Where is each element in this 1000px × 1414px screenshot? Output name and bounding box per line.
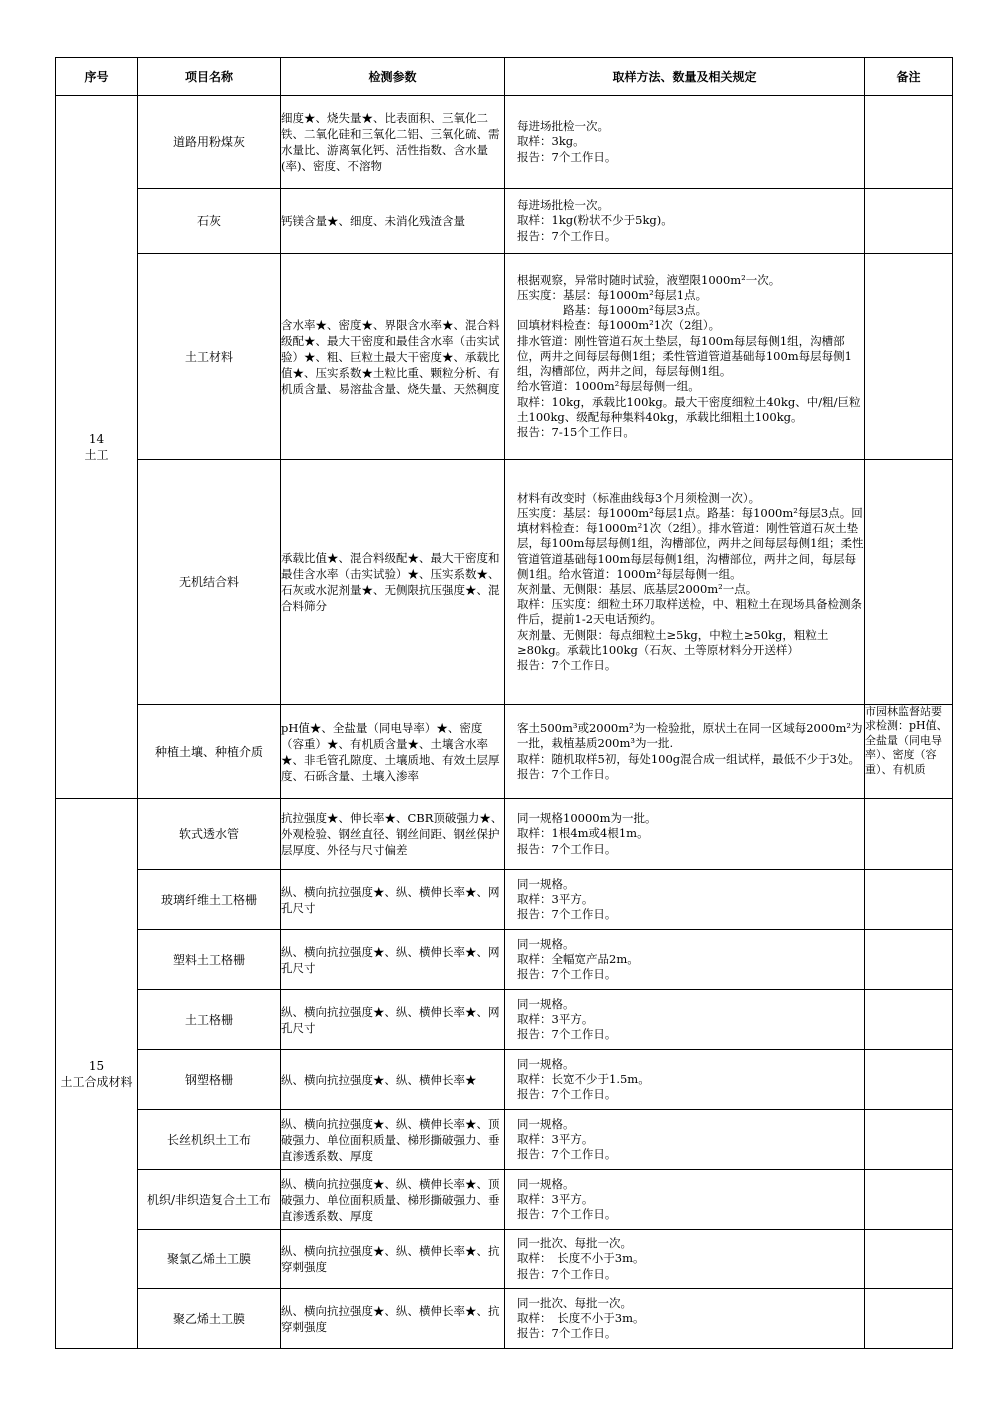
item-note [865,1230,953,1289]
item-method [505,189,865,254]
item-method [505,1050,865,1110]
item-note [865,990,953,1050]
method-line: 压实度：基层：每1000m²每层1点。 [517,288,708,303]
table-row [56,1170,953,1230]
item-method-block [505,273,864,440]
method-line: 同一规格。 [517,1056,575,1071]
item-note [865,1170,953,1230]
table-row [56,254,953,460]
item-method-block [505,1296,864,1342]
group-label: 土工合成材料 [60,1074,133,1089]
table-row [56,705,953,799]
item-name: 塑料土工格栅 [138,930,281,990]
header-method: 取样方法、数量及相关规定 [505,58,865,96]
item-params-text: 细度★、烧失量★、比表面积、三氧化二铁、二氧化硅和三氧化二铝、三氧化硫、需水量比、游离氧化钙、活性指数、含水量(率)、密度、不溶物 [281,111,500,173]
item-params-text: 承载比值★、混合料级配★、最大干密度和最佳含水率（击实试验）★、压实系数★、石灰或水泥剂量★、无侧限抗压强度★、混合料筛分 [281,551,500,613]
table-row [56,1230,953,1289]
item-name: 无机结合料 [138,460,281,705]
item-params [281,189,505,254]
method-line: 给水管道：1000m²每层每侧一组。 [517,379,700,394]
item-name: 土工格栅 [138,990,281,1050]
item-name: 长丝机织土工布 [138,1110,281,1170]
item-params [281,96,505,189]
method-line: 报告：7个工作日。 [517,766,617,781]
table-body [56,96,953,1349]
item-method-block [505,119,864,165]
method-line: 取样：3平方。 [517,1131,594,1146]
method-line: 材料有改变时（标准曲线每3个月须检测一次）。 [517,490,761,505]
method-line: 报告：7个工作日。 [517,907,617,922]
method-line: 报告：7个工作日。 [517,1147,617,1162]
item-method-block [505,937,864,983]
item-method-block [505,491,864,673]
item-params [281,254,505,460]
item-method [505,1289,865,1349]
item-method [505,254,865,460]
group-label: 土工 [84,448,109,462]
table-row [56,930,953,990]
method-line: 同一批次、每批一次。 [517,1295,632,1310]
item-params-text: 纵、横向抗拉强度★、纵、横伸长率★、顶破强力、单位面积质量、梯形撕破强力、垂直渗透系数、厚度 [281,1116,500,1163]
method-line: 报告：7个工作日。 [517,1027,617,1042]
item-note [865,930,953,990]
method-line: 同一批次、每批一次。 [517,1236,632,1251]
item-name: 钢塑格栅 [138,1050,281,1110]
item-method-block [505,198,864,244]
method-line: 客土500m³或2000m²为一检验批，原状土在同一区域每2000m²为一批，栽植基质200m³为一批. [517,721,863,751]
item-name: 道路用粉煤灰 [138,96,281,189]
item-method [505,799,865,870]
item-note [865,870,953,930]
item-params [281,1170,505,1230]
item-params-text: 纵、横向抗拉强度★、纵、横伸长率★、网孔尺寸 [281,1004,500,1035]
item-params-text: 抗拉强度★、伸长率★、CBR顶破强力★、外观检验、钢丝直径、钢丝间距、钢丝保护层厚度、外径与尺寸偏差 [281,811,503,857]
item-params-text: 纵、横向抗拉强度★、纵、横伸长率★、顶破强力、单位面积质量、梯形撕破强力、垂直渗透系数、厚度 [281,1176,500,1223]
item-method [505,1110,865,1170]
table-row [56,460,953,705]
method-line: 同一规格。 [517,996,575,1011]
item-params [281,990,505,1050]
item-note [865,189,953,254]
table-row [56,990,953,1050]
method-line: 同一规格。 [517,936,575,951]
item-method [505,990,865,1050]
item-method-block [505,721,864,782]
method-line: 回填材料检查：每1000m²1次（2组）。 [517,318,721,333]
method-line: 取样：长宽不少于1.5m。 [517,1071,650,1086]
item-params [281,870,505,930]
item-name: 土工材料 [138,254,281,460]
method-line: 取样：3kg。 [517,134,585,149]
item-params-text: 纵、横向抗拉强度★、纵、横伸长率★、抗穿刺强度 [281,1244,500,1274]
item-params [281,1289,505,1349]
method-line: 报告：7个工作日。 [517,1207,617,1222]
item-method [505,870,865,930]
table-row [56,1050,953,1110]
method-line: 取样：10kg，承载比100kg。最大干密度细粒土40kg、中/粗/巨粒土100kg、级配每种集料40kg，承载比细粗土100kg。 [517,394,861,424]
method-line: 取样：1根4m或4根1m。 [517,826,649,841]
item-params [281,1230,505,1289]
header-params: 检测参数 [281,58,505,96]
method-line: 同一规格10000m为一批。 [517,811,657,826]
item-method-block [505,1177,864,1223]
item-method-block [505,877,864,923]
method-line: 报告：7个工作日。 [517,658,617,673]
item-params-text: 纵、横向抗拉强度★、纵、横伸长率★、网孔尺寸 [281,884,500,915]
item-params [281,1110,505,1170]
method-line: 每进场批检一次。 [517,119,609,134]
item-method-block [505,1117,864,1163]
header-seq: 序号 [56,58,138,96]
method-line: 报告：7个工作日。 [517,1326,617,1341]
method-line: 根据观察，异常时随时试验，液塑限1000m²一次。 [517,272,781,287]
method-line: 同一规格。 [517,1176,575,1191]
item-method [505,705,865,799]
group-seq-cell [56,799,138,1349]
method-line: 排水管道：刚性管道石灰土垫层，每100m每层每侧1组，沟槽部位，两井之间每层每侧1组；柔性管道管道基础每100m每层每侧1组，沟槽部位，两井之间，每层每侧1组。 [517,333,852,379]
item-name: 聚氯乙烯土工膜 [138,1230,281,1289]
method-line: 同一规格。 [517,1116,575,1131]
item-params [281,705,505,799]
method-line: 取样：1kg(粉状不少于5kg)。 [517,213,673,228]
method-line: 报告：7个工作日。 [517,1087,617,1102]
item-note-text: 市园林监督站要求检测：pH值、全盐量（同电导率）、密度（容重）、有机质 [865,705,948,776]
method-line: 同一规格。 [517,876,575,891]
header-note: 备注 [865,58,953,96]
table-row [56,1110,953,1170]
method-line: 报告：7个工作日。 [517,1266,617,1281]
table-row [56,870,953,930]
item-name: 种植土壤、种植介质 [138,705,281,799]
item-method-block [505,1057,864,1103]
item-method [505,1230,865,1289]
item-params-text: 纵、横向抗拉强度★、纵、横伸长率★、网孔尺寸 [281,944,500,975]
method-line: 取样：全幅宽产品2m。 [517,951,639,966]
item-method [505,96,865,189]
item-note [865,1050,953,1110]
item-note [865,705,953,799]
item-note [865,1110,953,1170]
item-params-text: 含水率★、密度★、界限含水率★、混合料级配★、最大干密度和最佳含水率（击实试验）★、粗、巨粒土最大干密度★、承载比值★、压实系数★土粒比重、颗粒分析、有机质含量、易溶盐含量、烧失量、天然稠度 [281,317,500,396]
item-name: 玻璃纤维土工格栅 [138,870,281,930]
method-line: 压实度：基层：每1000m²每层1点。路基：每1000m²每层3点。回填材料检查：每1000m²1次（2组）。排水管道：刚性管道石灰土垫层，每100m每层每侧1组，沟槽部位，两井之间每层每侧1组；柔性管道管道基础每100m每层每侧1组，沟槽部位，两井之间，每层每侧1组。给水管道：1000m²每层每侧一组。 [517,505,864,581]
item-note [865,96,953,189]
item-name: 软式透水管 [138,799,281,870]
item-params-text: 纵、横向抗拉强度★、纵、横伸长率★、抗穿刺强度 [281,1303,500,1334]
method-line: 取样：随机取样5初，每处100g混合成一组试样，最低不少于3处。 [517,751,860,766]
method-line: 取样： 长度不小于3m。 [517,1310,645,1325]
method-line: 报告：7个工作日。 [517,228,617,243]
method-line: 灰剂量、无侧限：基层、底基层2000m²一点。 [517,582,758,596]
item-note [865,460,953,705]
method-line: 每进场批检一次。 [517,198,609,213]
method-line: 取样：3平方。 [517,891,594,906]
item-note [865,799,953,870]
item-method-block [505,811,864,857]
table-row [56,1289,953,1349]
method-line: 报告：7-15个工作日。 [517,424,635,439]
method-line: 报告：7个工作日。 [517,149,617,164]
group-number: 15 [88,1058,105,1073]
method-line: 取样：压实度：细粒土环刀取样送检，中、粗粒土在现场具备检测条件后，提前1-2天电话预约。 [517,597,862,627]
method-line: 取样：3平方。 [517,1191,594,1206]
method-line: 取样： 长度不小于3m。 [517,1251,645,1266]
item-note [865,254,953,460]
header-row [56,58,953,96]
method-line: 报告：7个工作日。 [517,841,617,856]
group-number: 14 [88,432,105,446]
item-params-text: pH值★、全盐量（同电导率）★、密度（容重）★、有机质含量★、土壤含水率★、非毛管孔隙度、土壤质地、有效土层厚度、石砾含量、土壤入渗率 [281,720,500,783]
item-method [505,930,865,990]
table-row [56,799,953,870]
table-row [56,189,953,254]
item-name: 机织/非织造复合土工布 [138,1170,281,1230]
method-line: 取样：3平方。 [517,1011,594,1026]
method-line: 报告：7个工作日。 [517,967,617,982]
spec-table [55,57,953,1349]
item-params-text: 纵、横向抗拉强度★、纵、横伸长率★ [281,1072,477,1087]
item-params [281,799,505,870]
item-params [281,1050,505,1110]
item-name: 石灰 [138,189,281,254]
item-method [505,460,865,705]
item-params [281,930,505,990]
item-method-block [505,997,864,1043]
method-line: 路基：每1000m²每层3点。 [517,303,708,318]
item-params-text: 钙镁含量★、细度、未消化残渣含量 [281,214,465,228]
item-name: 聚乙烯土工膜 [138,1289,281,1349]
method-line: 灰剂量、无侧限：每点细粒土≥5kg，中粒土≥50kg，粗粒土≥80kg。承载比100kg（石灰、土等原材料分开送样） [517,627,829,657]
item-params [281,460,505,705]
group-seq-cell [56,96,138,799]
table-row [56,96,953,189]
item-note [865,1289,953,1349]
item-method [505,1170,865,1230]
item-method-block [505,1236,864,1282]
header-name: 项目名称 [138,58,281,96]
